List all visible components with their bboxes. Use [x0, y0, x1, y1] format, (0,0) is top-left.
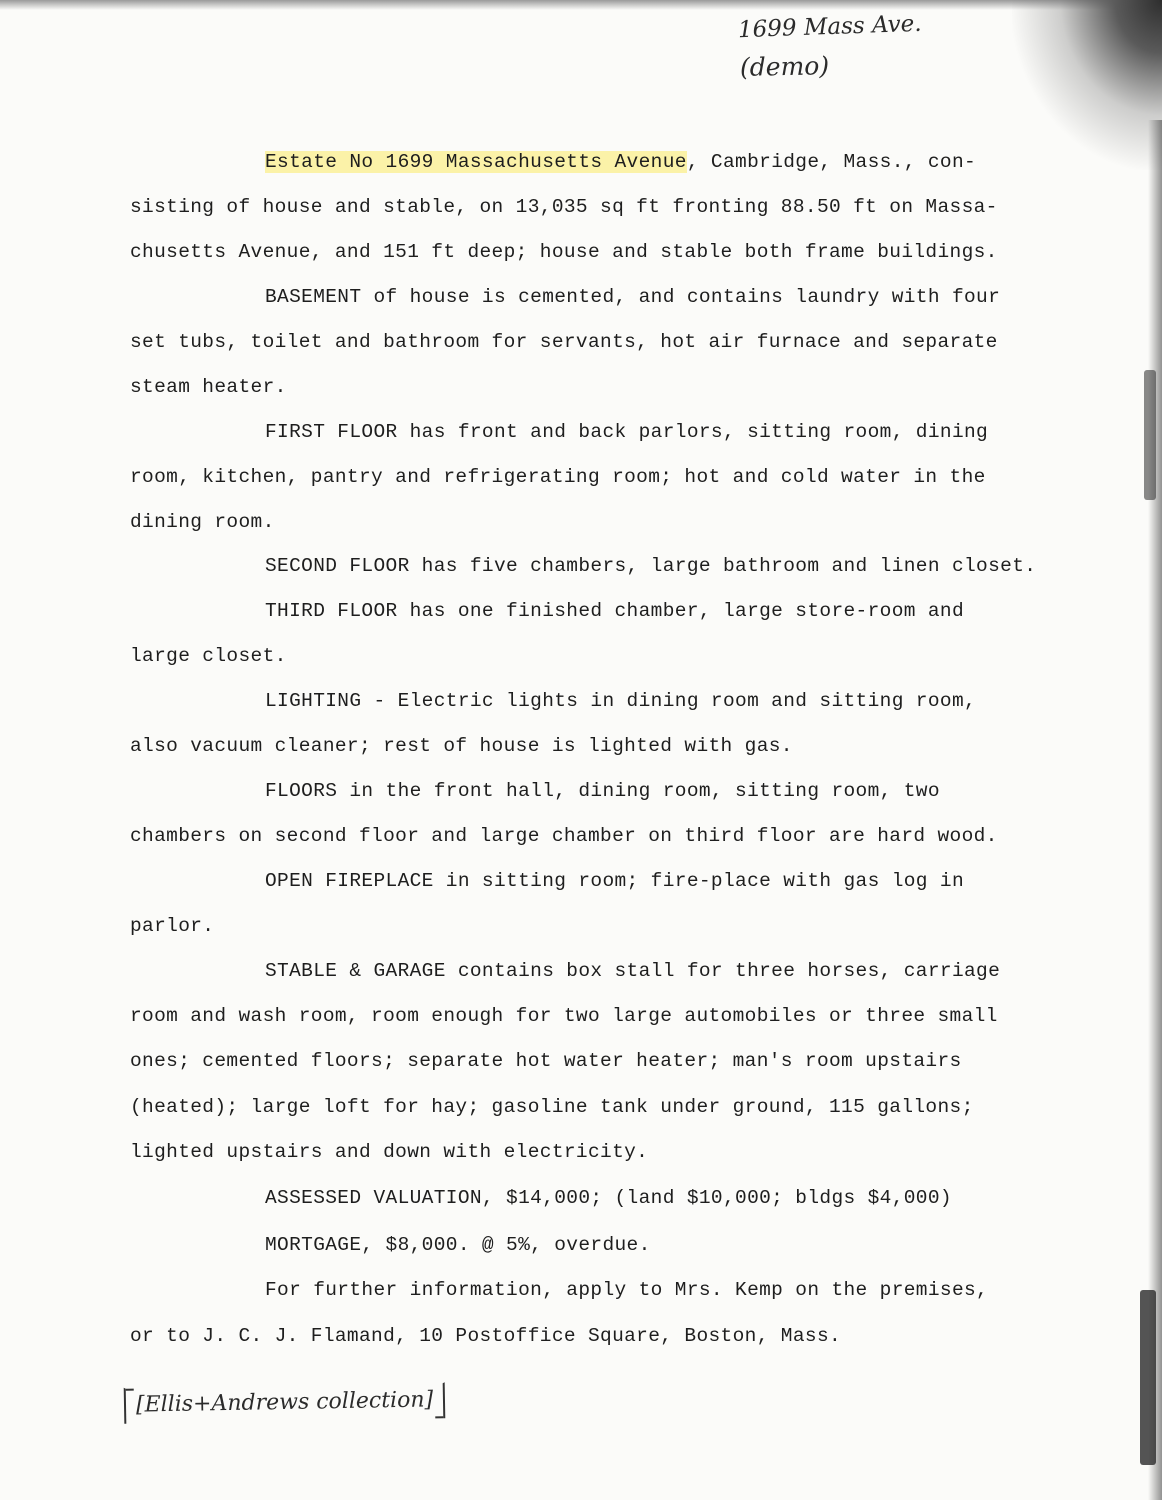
- stable-line-1: STABLE & GARAGE contains box stall for three horses, carriage: [265, 960, 1001, 982]
- contact-line-1: For further information, apply to Mrs. Kemp on the premises,: [265, 1279, 989, 1301]
- mortgage-line-1: MORTGAGE, $8,000. @ 5%, overdue.: [265, 1234, 651, 1256]
- floors-line-1: FLOORS in the front hall, dining room, sitting room, two: [265, 780, 940, 802]
- handwritten-collection-note: [Ellis+Andrews collection]: [124, 1382, 446, 1424]
- handwritten-demo-note: (demo): [739, 51, 830, 82]
- highlighted-address: Estate No 1699 Massachusetts Avenue: [265, 151, 687, 173]
- first-floor-line-3: dining room.: [130, 511, 275, 533]
- stable-line-4: (heated); large loft for hay; gasoline tank under ground, 115 gallons;: [130, 1096, 974, 1118]
- intro-line-3: chusetts Avenue, and 151 ft deep; house and stable both frame buildings.: [130, 241, 998, 263]
- stable-line-3: ones; cemented floors; separate hot water heater; man's room upstairs: [130, 1050, 962, 1072]
- lighting-line-2: also vacuum cleaner; rest of house is lighted with gas.: [130, 735, 793, 757]
- third-floor-line-2: large closet.: [130, 645, 287, 667]
- first-floor-line-2: room, kitchen, pantry and refrigerating room; hot and cold water in the: [130, 466, 986, 488]
- fireplace-line-2: parlor.: [130, 915, 215, 937]
- basement-line-1: BASEMENT of house is cemented, and contains laundry with four: [265, 286, 1001, 308]
- first-floor-line-1: FIRST FLOOR has front and back parlors, sitting room, dining: [265, 421, 989, 443]
- handwritten-address-note: 1699 Mass Ave.: [737, 10, 923, 44]
- basement-line-2: set tubs, toilet and bathroom for servants, hot air furnace and separate: [130, 331, 998, 353]
- floors-line-2: chambers on second floor and large chamber on third floor are hard wood.: [130, 825, 998, 847]
- second-floor-line-1: SECOND FLOOR has five chambers, large bathroom and linen closet.: [265, 555, 1037, 577]
- lighting-line-1: LIGHTING - Electric lights in dining room and sitting room,: [265, 690, 977, 712]
- intro-line-1: [265, 150, 976, 174]
- stable-line-2: room and wash room, room enough for two large automobiles or three small: [130, 1005, 998, 1027]
- stable-line-5: lighted upstairs and down with electricity.: [130, 1141, 649, 1163]
- intro-line-2: sisting of house and stable, on 13,035 sq ft fronting 88.50 ft on Massa-: [130, 196, 998, 218]
- fireplace-line-1: OPEN FIREPLACE in sitting room; fire-place with gas log in: [265, 870, 965, 892]
- basement-line-3: steam heater.: [130, 376, 287, 398]
- scan-top-shadow: [0, 0, 1162, 10]
- intro-line-1-rest: , Cambridge, Mass., con-: [686, 151, 977, 173]
- scan-edge-mark: [1144, 370, 1156, 500]
- scan-edge-mark: [1140, 1290, 1156, 1465]
- valuation-line-1: ASSESSED VALUATION, $14,000; (land $10,000; bldgs $4,000): [265, 1187, 952, 1209]
- third-floor-line-1: THIRD FLOOR has one finished chamber, large store-room and: [265, 600, 965, 622]
- contact-line-2: or to J. C. J. Flamand, 10 Postoffice Square, Boston, Mass.: [130, 1325, 842, 1347]
- scan-corner-shadow: [1012, 0, 1162, 170]
